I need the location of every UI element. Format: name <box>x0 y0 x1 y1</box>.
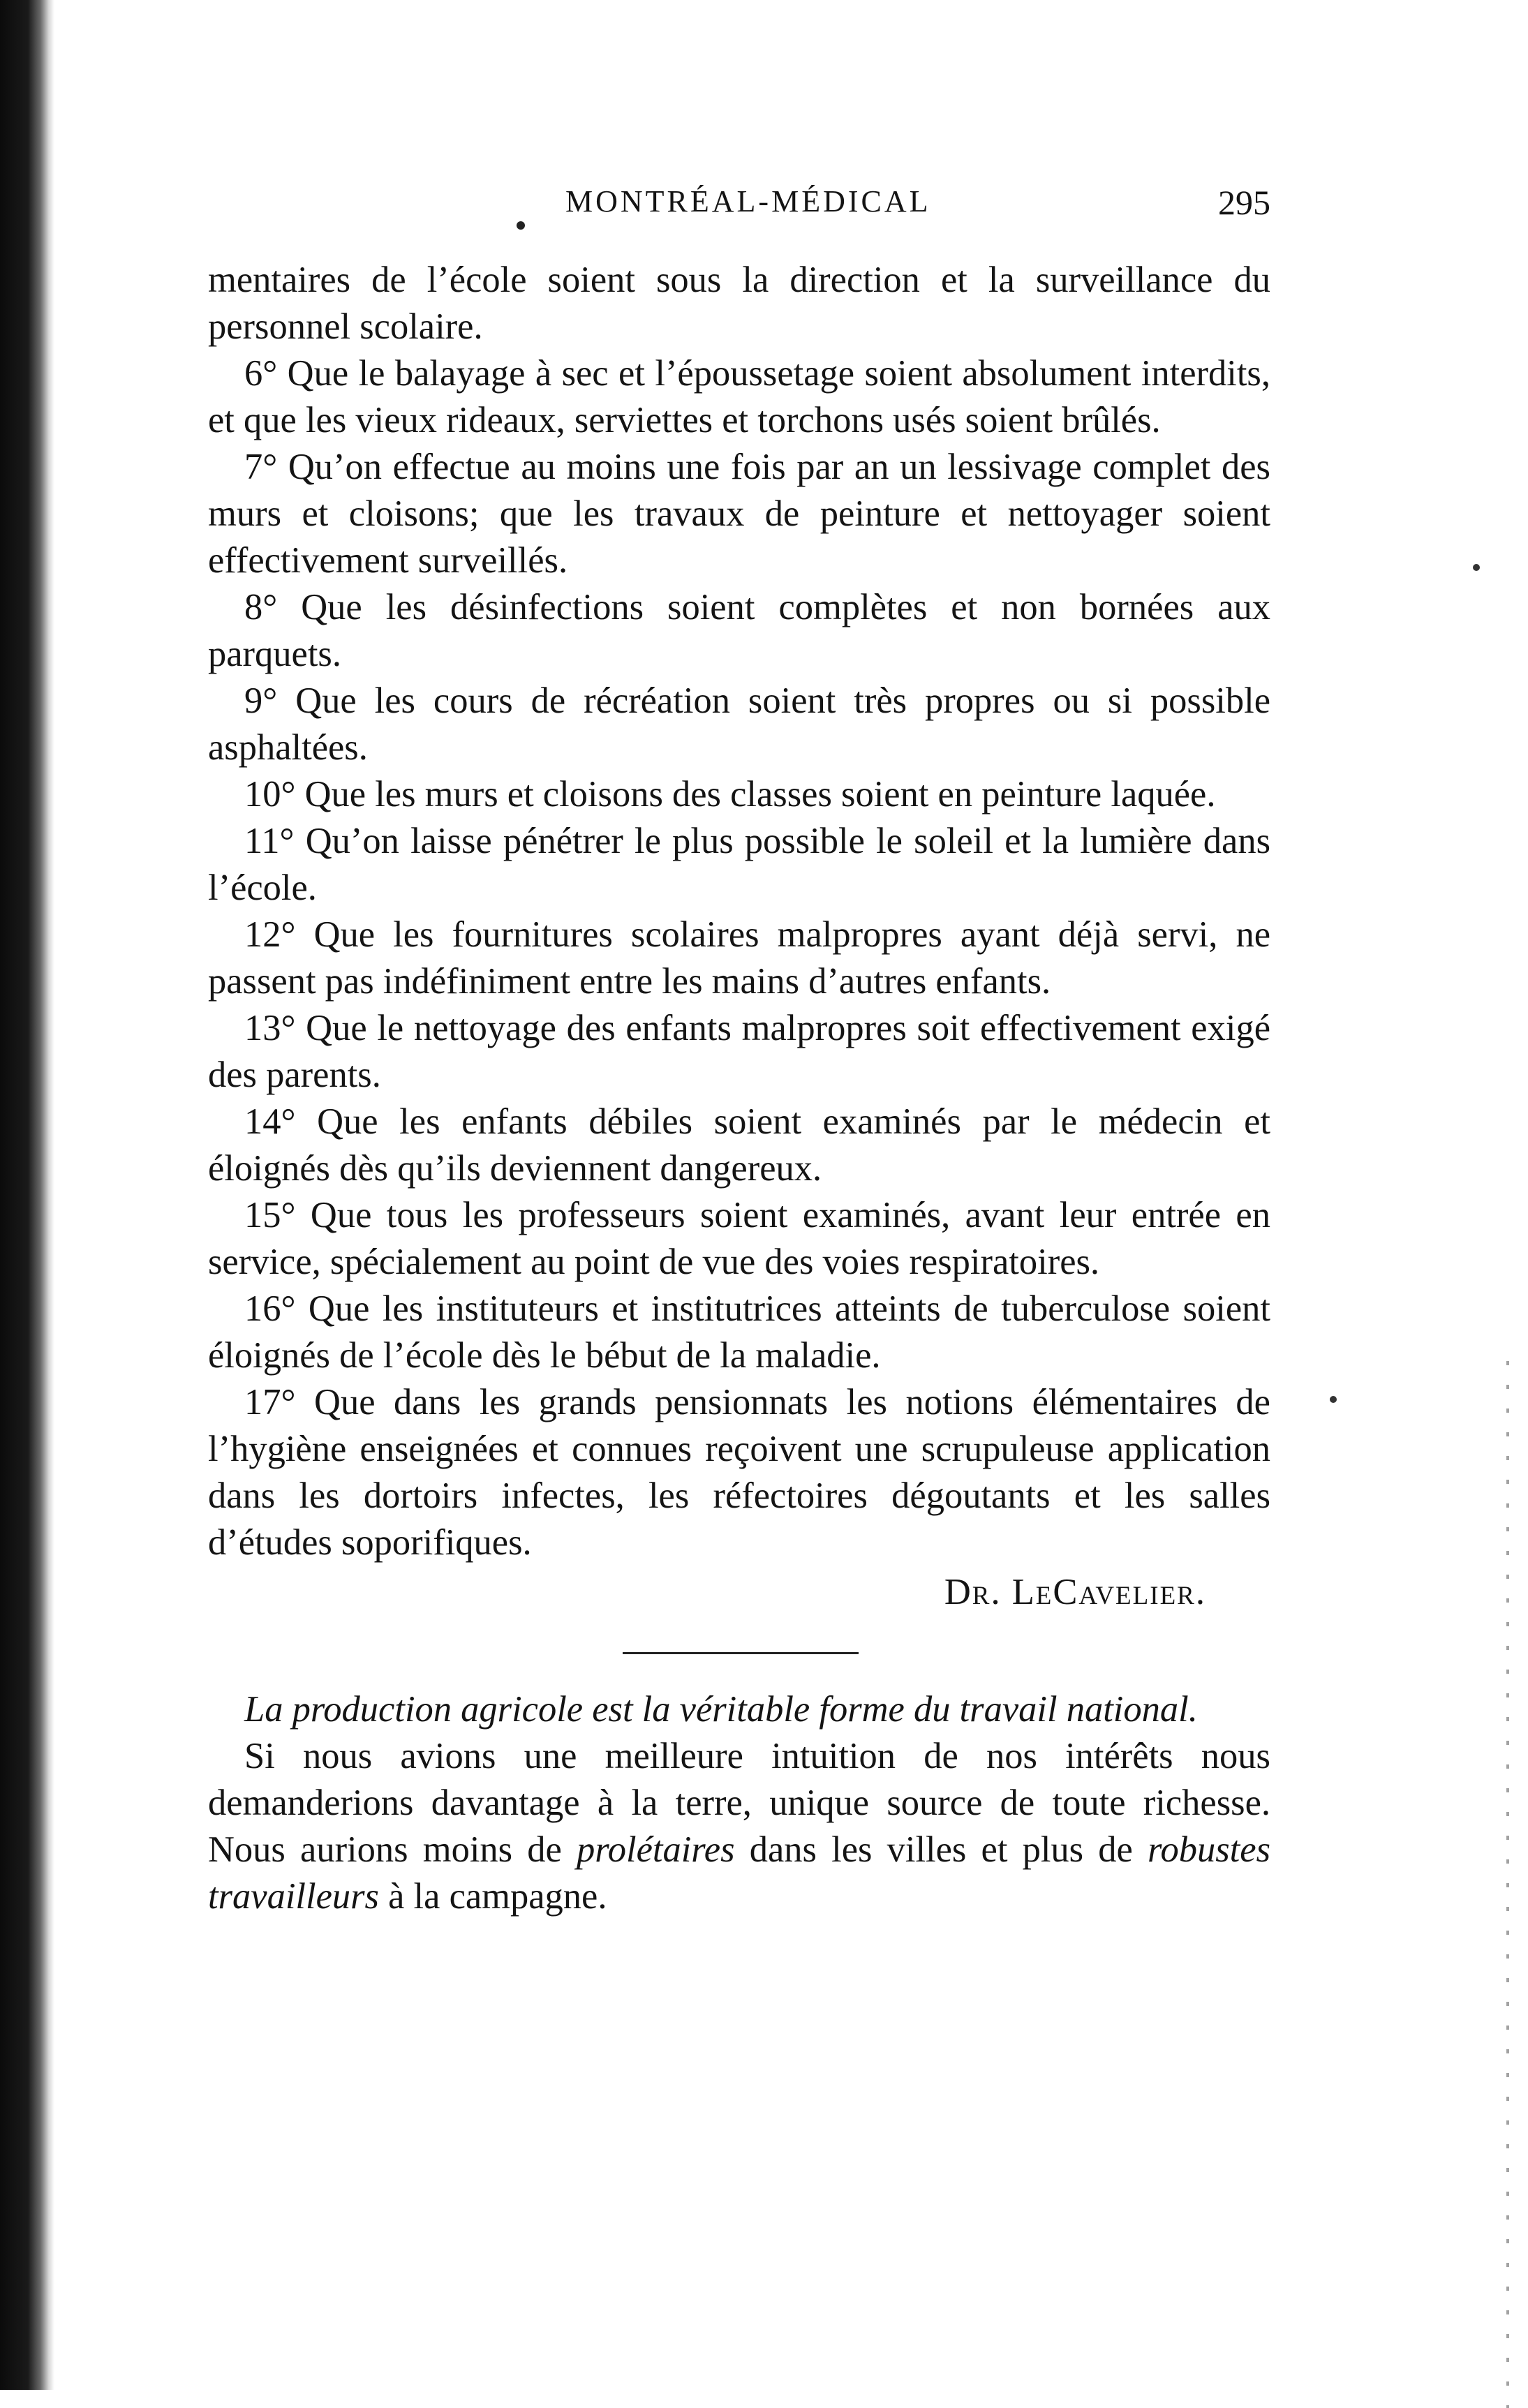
article-text: Si nous avions une meilleure intuition de nos intérêts nous demanderions davantage à la terre, unique source de toute richesse. Nous aurions moins de <box>208 1736 1270 1870</box>
article-emphasis: prolétaires <box>577 1829 735 1870</box>
page-number: 295 <box>1218 183 1270 222</box>
section-divider <box>623 1652 859 1654</box>
article-text: dans les villes et plus de <box>734 1829 1148 1870</box>
list-item-9: 9° Que les cours de récréation soient très propres ou si possible asphaltées. <box>208 681 1270 768</box>
article-emphasis: robustes travailleurs <box>208 1829 1270 1917</box>
list-item-13: 13° Que le nettoyage des enfants malpropres soit effectivement exigé des parents. <box>208 1008 1270 1095</box>
running-head: MONTRÉAL-MÉDICAL <box>565 184 931 218</box>
book-binding-edge <box>0 0 54 2390</box>
list-item-7: 7° Qu’on effectue au moins une fois par an un lessivage complet des murs et cloisons; que les travaux de peinture et nettoyager soient effectivement surveillés. <box>208 447 1270 581</box>
margin-speck <box>1473 564 1480 571</box>
article-paragraph <box>208 1733 1270 1920</box>
list-item-14: 14° Que les enfants débiles soient examinés par le médecin et éloignés dès qu’ils deviennent dangereux. <box>208 1101 1270 1189</box>
header-dot <box>517 221 525 230</box>
page-header <box>208 178 1270 227</box>
list-item-15: 15° Que tous les professeurs soient examinés, avant leur entrée en service, spécialement au point de vue des voies respiratoires. <box>208 1195 1270 1282</box>
author-signature: Dr. LeCavelier. <box>944 1572 1206 1612</box>
paragraph-continuation: mentaires de l’école soient sous la direction et la surveillance du personnel scolaire. <box>208 260 1270 347</box>
scan-margin-specks <box>1506 1361 1509 2408</box>
list-item-8: 8° Que les désinfections soient complètes et non bornées aux parquets. <box>208 587 1270 674</box>
list-item-11: 11° Qu’on laisse pénétrer le plus possible le soleil et la lumière dans l’école. <box>208 821 1270 908</box>
article-lead: La production agricole est la véritable forme du travail national. <box>244 1689 1198 1730</box>
margin-speck <box>1330 1396 1337 1403</box>
list-item-10: 10° Que les murs et cloisons des classes soient en peinture laquée. <box>244 774 1216 815</box>
list-item-12: 12° Que les fournitures scolaires malpropres ayant déjà servi, ne passent pas indéfiniment entre les mains d’autres enfants. <box>208 914 1270 1002</box>
article-text: à la campagne. <box>379 1876 607 1917</box>
list-item-17: 17° Que dans les grands pensionnats les notions élémentaires de l’hygiène enseignées et connues reçoivent une scrupuleuse application dans les dortoirs infectes, les réfectoires dégoutants et les salles d’études soporifiques. <box>208 1382 1270 1563</box>
list-item-6: 6° Que le balayage à sec et l’époussetage soient absolument interdits, et que les vieux rideaux, serviettes et torchons usés soient brûlés. <box>208 353 1270 440</box>
list-item-16: 16° Que les instituteurs et institutrices atteints de tuberculose soient éloignés de l’école dès le bébut de la maladie. <box>208 1288 1270 1376</box>
page-body <box>208 257 1270 1920</box>
